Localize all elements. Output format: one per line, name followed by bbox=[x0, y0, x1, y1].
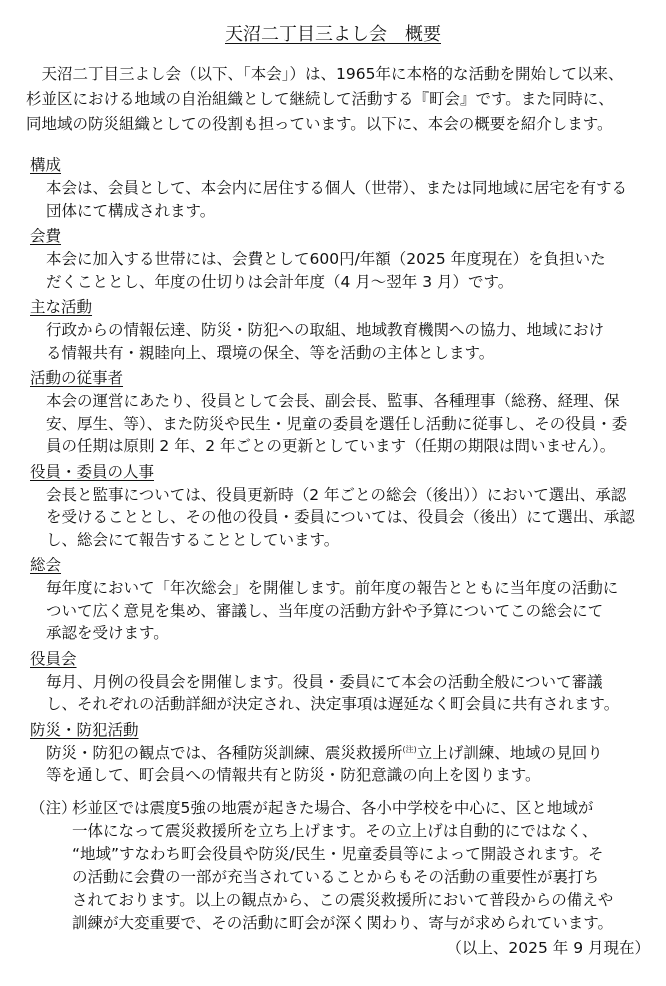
title-text: 天沼二丁目三よし会 概要 bbox=[225, 24, 441, 45]
section-heading: 防災・防犯活動 bbox=[30, 720, 139, 739]
section-line bbox=[30, 742, 650, 765]
section bbox=[30, 225, 650, 293]
section-heading: 役員会 bbox=[30, 649, 77, 668]
section-line: 本会は、会員として、本会内に居住する個人（世帯）、または同地域に居宅を有する bbox=[46, 179, 627, 197]
section-heading: 構成 bbox=[30, 156, 62, 174]
footnote-line: されております。以上の観点から、この震災救援所において普段からの備えや bbox=[72, 890, 614, 909]
section-line: 毎年度において「年次総会」を開催します。前年度の報告とともに当年度の活動に bbox=[46, 579, 619, 597]
footnote-line: “地域”すなわち町会役員や防災/民生・児童委員等によって開設されます。そ bbox=[72, 844, 604, 863]
intro-paragraph bbox=[26, 62, 662, 137]
intro-line: 杉並区における地域の自治組織として継続して活動する『町会』です。また同時に、 bbox=[26, 90, 614, 108]
intro-line: 同地域の防災組織としての役割も担っています。以下に、本会の概要を紹介します。 bbox=[26, 115, 613, 133]
section-bousai bbox=[30, 719, 650, 787]
closing-date: （以上、2025 年 9 月現在） bbox=[446, 938, 650, 957]
section-line: 会長と監事については、役員更新時（2 年ごとの総会（後出））において選出、承認 bbox=[46, 485, 627, 504]
footnote-line: 杉並区では震度5強の地震が起きた場合、各小中学校を中心に、区と地域が bbox=[72, 798, 594, 817]
section-line: 毎月、月例の役員会を開催します。役員・委員にて本会の活動全般について審議 bbox=[46, 672, 603, 691]
section bbox=[30, 296, 650, 364]
footnote-line: 訓練が大変重要で、その活動に町会が深く関わり、寄与が求められています。 bbox=[72, 913, 613, 932]
footnote-marker: (注) bbox=[402, 744, 417, 754]
section-line: 承認を受けます。 bbox=[46, 624, 169, 642]
page-title bbox=[0, 20, 666, 46]
footnote-mark: （注） bbox=[30, 798, 77, 817]
line-text: 立上げ訓練、地域の見回り bbox=[416, 743, 603, 762]
intro-line: 天沼二丁目三よし会（以下、「本会」）は、1965年に本格的な活動を開始して以来、 bbox=[26, 65, 624, 83]
footnote-line: の活動に会費の一部が充当されていることからもその活動の重要性が裏打ち bbox=[72, 867, 600, 886]
section-line: 員の任期は原則 2 年、2 年ごとの更新としています（任期の期限は問いません）。 bbox=[46, 437, 616, 455]
section bbox=[30, 554, 650, 645]
section-line: 本会に加入する世帯には、会費として600円/年額（2025 年度現在）を負担いた bbox=[46, 250, 606, 268]
section-heading: 総会 bbox=[30, 556, 62, 574]
section bbox=[30, 461, 650, 552]
document-body bbox=[30, 154, 650, 960]
sections bbox=[30, 154, 650, 787]
footnote bbox=[30, 797, 650, 935]
section-heading: 主な活動 bbox=[30, 298, 93, 316]
section-line: し、総会にて報告することとしています。 bbox=[46, 530, 340, 549]
section-line: 団体にて構成されます。 bbox=[46, 201, 216, 220]
section bbox=[30, 648, 650, 716]
footnote-body bbox=[72, 797, 613, 935]
section-line: 安、厚生、等）、また防災や民生・児童の委員を選任し活動に従事し、その役員・委 bbox=[46, 414, 628, 433]
section bbox=[30, 367, 650, 458]
section-line: ついて広く意見を集め、審議し、当年度の活動方針や予算についてこの総会にて bbox=[46, 601, 604, 620]
section-line: 等を通して、町会員への情報共有と防災・防犯意識の向上を図ります。 bbox=[46, 766, 541, 784]
line-text: 防災・防犯の観点では、各種防災訓練、震災救援所 bbox=[46, 743, 403, 762]
section-line: だくこととし、年度の仕切りは会計年度（4 月～翌年 3 月）です。 bbox=[46, 272, 514, 291]
section-line: 本会の運営にあたり、役員として会長、副会長、監事、各種理事（総務、経理、保 bbox=[46, 392, 620, 410]
section-heading: 役員・委員の人事 bbox=[30, 462, 155, 481]
footnote-line: 一体になって震災救援所を立ち上げます。その立上げは自動的にではなく、 bbox=[72, 821, 598, 840]
section bbox=[30, 154, 650, 222]
section-line: し、それぞれの活動詳細が決定され、決定事項は遅延なく町会員に共有されます。 bbox=[46, 695, 620, 713]
section-line: を受けることとし、その他の役員・委員については、役員会（後出）にて選出、承認 bbox=[46, 508, 635, 526]
section-line: る情報共有・親睦向上、環境の保全、等を活動の主体とします。 bbox=[46, 343, 495, 362]
section-heading: 活動の従事者 bbox=[30, 369, 124, 387]
section-heading: 会費 bbox=[30, 227, 62, 245]
section-line: 行政からの情報伝達、防災・防犯への取組、地域教育機関への協力、地域におけ bbox=[46, 321, 605, 339]
